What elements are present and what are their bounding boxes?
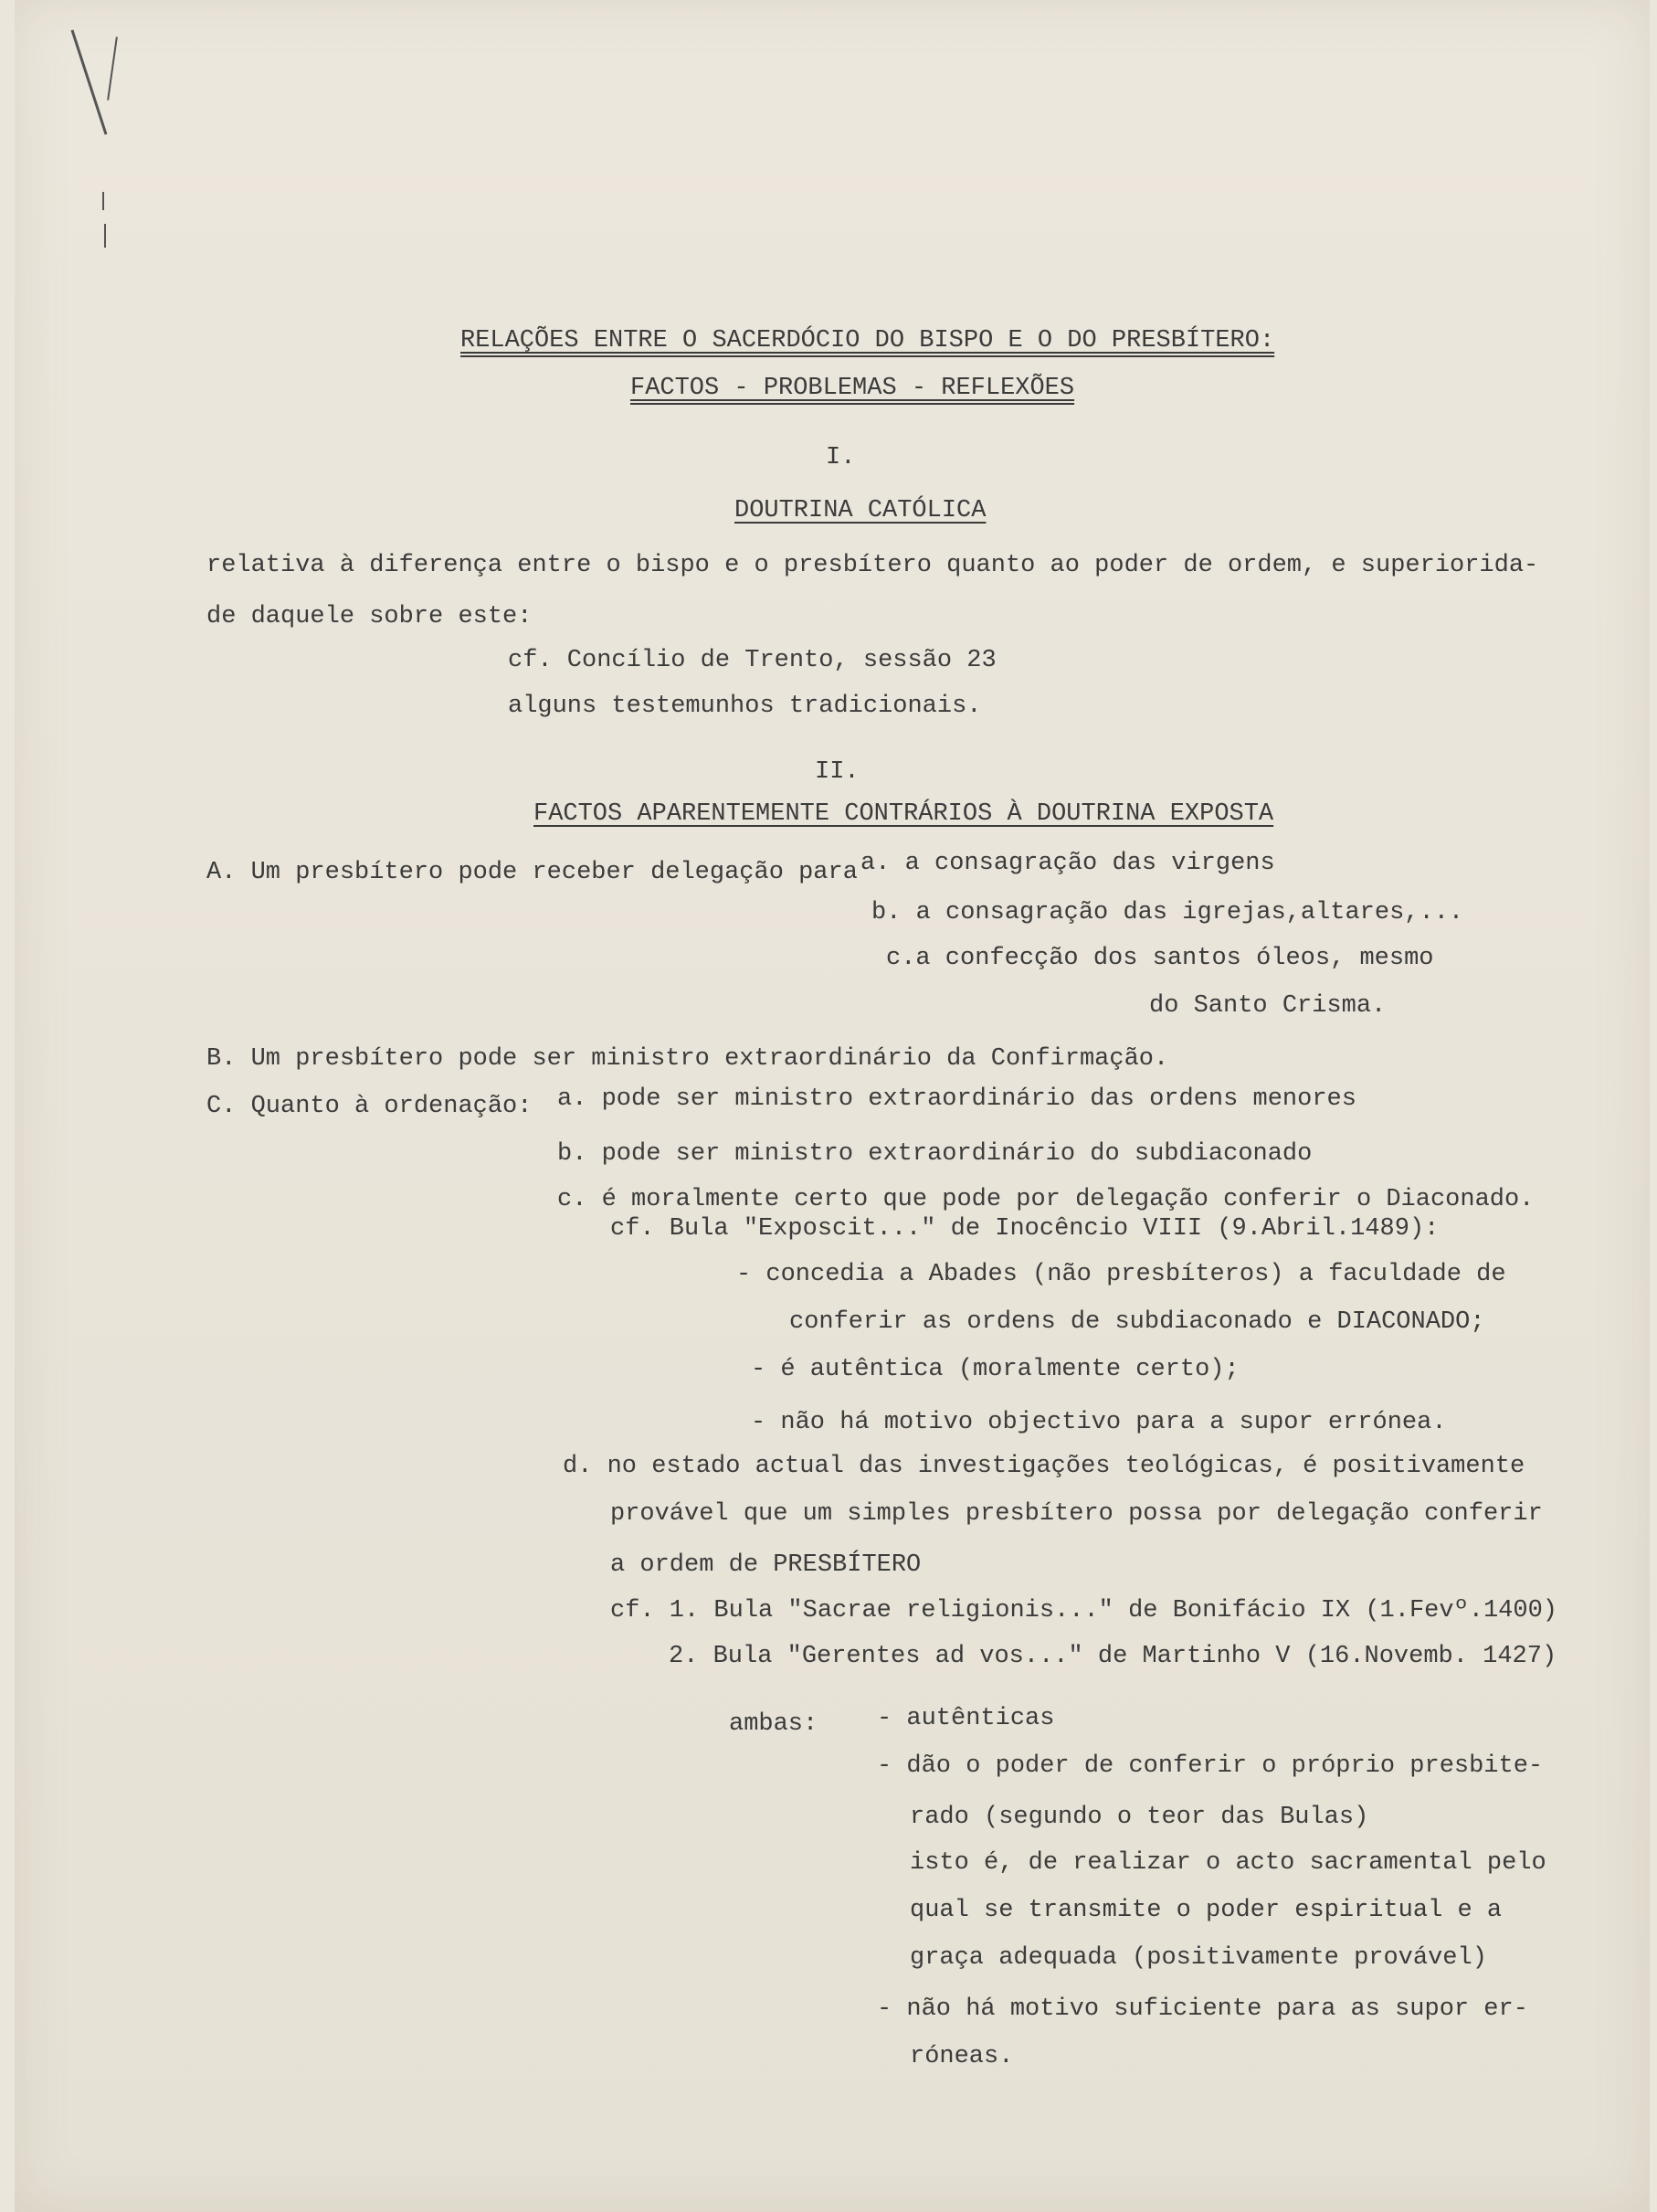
item-c-bullet: - é autêntica (moralmente certo);	[751, 1356, 1240, 1383]
document-title-line-2: FACTOS - PROBLEMAS - REFLEXÕES	[630, 375, 1075, 402]
margin-mark	[107, 37, 118, 101]
ambas-bullet: - não há motivo suficiente para as supor er-	[877, 1995, 1528, 2023]
item-c-sub: c. é moralmente certo que pode por delegação conferir o Diaconado.	[557, 1186, 1535, 1213]
document-title-line-1: RELAÇÕES ENTRE O SACERDÓCIO DO BISPO E O DO PRESBÍTERO:	[460, 327, 1275, 355]
item-a-sub: c.a confecção dos santos óleos, mesmo	[886, 945, 1434, 972]
item-c-bullet: conferir as ordens de subdiaconado e DIACONADO;	[789, 1308, 1485, 1336]
item-a-lead: A. Um presbítero pode receber delegação para	[206, 859, 858, 886]
section-1-number: I.	[826, 444, 856, 471]
ambas-label: ambas:	[729, 1710, 818, 1738]
item-c-reference: cf. Bula "Exposcit..." de Inocêncio VIII (9.Abril.1489):	[610, 1215, 1440, 1243]
item-c-lead: C. Quanto à ordenação:	[206, 1093, 533, 1120]
section-1-heading: DOUTRINA CATÓLICA	[734, 497, 987, 524]
item-a-sub: a. a consagração das virgens	[860, 850, 1275, 877]
item-c-sub: b. pode ser ministro extraordinário do subdiaconado	[557, 1140, 1313, 1168]
item-d: provável que um simples presbítero possa por delegação conferir	[610, 1500, 1543, 1528]
item-d: a ordem de PRESBÍTERO	[610, 1551, 922, 1579]
section-1-reference: alguns testemunhos tradicionais.	[508, 693, 982, 720]
document-page	[15, 0, 1650, 2212]
section-1-line: de daquele sobre este:	[206, 603, 533, 630]
margin-mark	[71, 29, 108, 134]
margin-mark	[104, 224, 106, 248]
section-2-heading: FACTOS APARENTEMENTE CONTRÁRIOS À DOUTRINA EXPOSTA	[533, 800, 1274, 828]
ambas-bullet: graça adequada (positivamente provável)	[910, 1944, 1487, 1972]
item-b: B. Um presbítero pode ser ministro extraordinário da Confirmação.	[206, 1045, 1169, 1073]
margin-mark	[102, 192, 104, 210]
ambas-bullet: - autênticas	[877, 1705, 1055, 1732]
item-a-sub: do Santo Crisma.	[1149, 992, 1387, 1020]
section-1-line: relativa à diferença entre o bispo e o presbítero quanto ao poder de ordem, e superiorida-	[206, 552, 1539, 579]
ambas-bullet: isto é, de realizar o acto sacramental pelo	[910, 1849, 1546, 1877]
item-d: d. no estado actual das investigações teológicas, é positivamente	[563, 1453, 1525, 1480]
item-d-reference: 2. Bula "Gerentes ad vos..." de Martinho V (16.Novemb. 1427)	[669, 1643, 1557, 1670]
ambas-bullet: rado (segundo o teor das Bulas)	[910, 1804, 1369, 1831]
ambas-bullet: róneas.	[910, 2043, 1014, 2070]
item-c-bullet: - não há motivo objectivo para a supor errónea.	[751, 1409, 1447, 1436]
ambas-bullet: qual se transmite o poder espiritual e a	[910, 1897, 1503, 1924]
ambas-bullet: - dão o poder de conferir o próprio presbite-	[877, 1752, 1544, 1780]
item-d-reference: cf. 1. Bula "Sacrae religionis..." de Bonifácio IX (1.Fevº.1400)	[610, 1597, 1557, 1625]
section-2-number: II.	[815, 758, 860, 786]
item-a-sub: b. a consagração das igrejas,altares,...	[871, 899, 1464, 926]
item-c-sub: a. pode ser ministro extraordinário das ordens menores	[557, 1085, 1356, 1113]
section-1-reference: cf. Concílio de Trento, sessão 23	[508, 647, 997, 674]
item-c-bullet: - concedia a Abades (não presbíteros) a faculdade de	[736, 1261, 1506, 1288]
